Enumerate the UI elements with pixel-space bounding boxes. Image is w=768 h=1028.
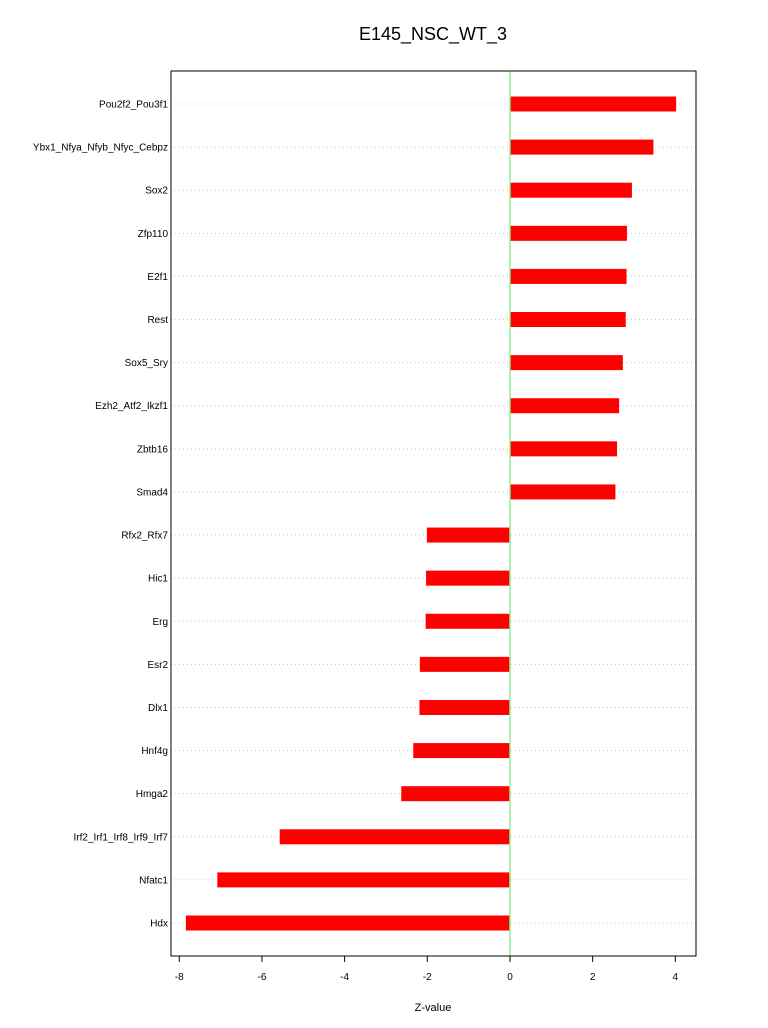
x-tick-label: 4	[672, 972, 679, 983]
bar	[426, 614, 510, 629]
bar	[420, 657, 510, 672]
category-label: Sox5_Sry	[124, 358, 168, 370]
category-label: Irf2_Irf1_Irf8_Irf9_Irf7	[73, 832, 168, 844]
x-tick-label: 0	[507, 972, 513, 983]
category-label: Hdx	[150, 918, 168, 930]
category-label: Pou2f2_Pou3f1	[99, 99, 168, 111]
bar	[419, 700, 510, 715]
bar	[510, 484, 615, 499]
x-tick-label: -4	[340, 972, 350, 983]
plot-area	[33, 71, 696, 983]
bar	[426, 571, 510, 586]
category-label: Zbtb16	[136, 444, 168, 456]
bar	[427, 528, 510, 543]
category-label: Hnf4g	[141, 746, 168, 758]
category-label: Hmga2	[135, 789, 168, 801]
category-label: Rest	[147, 315, 168, 327]
bar	[510, 97, 676, 112]
plot-frame	[171, 71, 696, 956]
bar	[510, 441, 617, 456]
category-label: Smad4	[136, 487, 168, 499]
bar	[217, 872, 510, 887]
category-label: Erg	[152, 616, 168, 628]
bar	[186, 916, 510, 931]
category-label: Nfatc1	[139, 875, 168, 887]
chart-title: E145_NSC_WT_3	[358, 24, 508, 44]
category-label: E2f1	[147, 271, 168, 283]
bar	[510, 140, 653, 155]
x-tick-label: -2	[422, 972, 432, 983]
category-label: Zfp110	[137, 228, 168, 240]
bar	[401, 786, 510, 801]
bar	[413, 743, 510, 758]
category-label: Esr2	[147, 659, 168, 671]
category-label: Dlx1	[147, 702, 168, 714]
category-label: Ybx1_Nfya_Nfyb_Nfyc_Cebpz	[32, 142, 168, 154]
category-label: Rfx2_Rfx7	[121, 530, 168, 542]
x-axis-label: Z-value	[414, 1002, 452, 1014]
bar	[510, 183, 632, 198]
x-tick-label: -8	[174, 972, 184, 983]
bar	[510, 312, 626, 327]
category-label: Ezh2_Atf2_Ikzf1	[95, 401, 168, 413]
x-tick-label: 2	[589, 972, 596, 983]
bar	[510, 355, 623, 370]
x-tick-label: -6	[257, 972, 267, 983]
bar	[280, 829, 510, 844]
category-label: Hic1	[147, 573, 168, 585]
bar	[510, 398, 619, 413]
bar	[510, 226, 627, 241]
bar	[510, 269, 627, 284]
category-label: Sox2	[145, 185, 168, 197]
